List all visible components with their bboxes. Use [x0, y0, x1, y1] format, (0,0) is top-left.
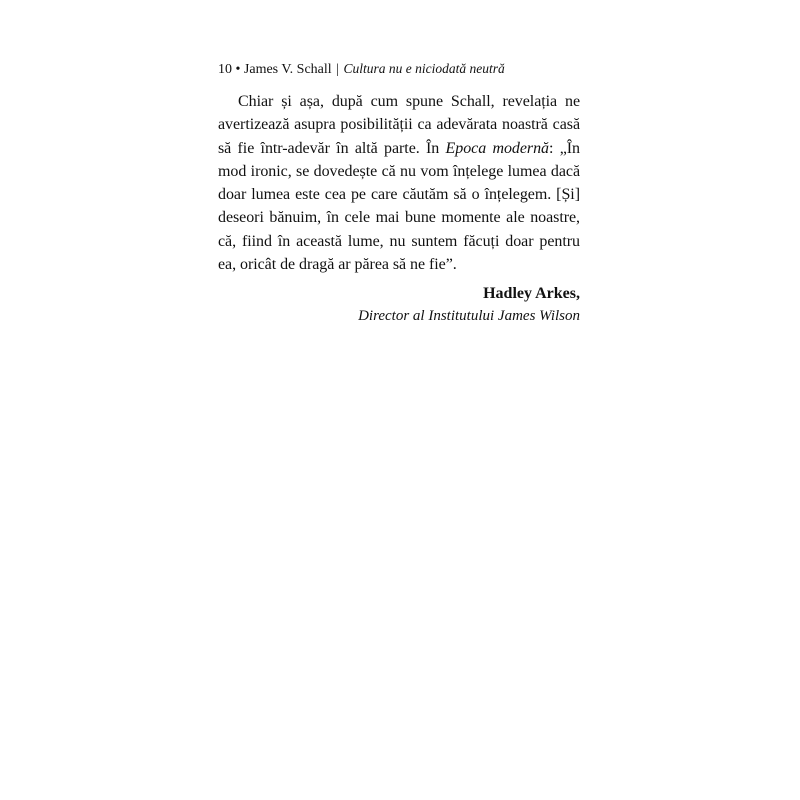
signature-role: Director al Institutului James Wilson [358, 308, 580, 324]
running-header [218, 61, 618, 78]
signature-block [220, 284, 580, 326]
header-bullet: • [235, 62, 241, 77]
page-number: 10 [218, 62, 232, 77]
body-text-part-1: Chiar și așa, după cum spune Schall, revelația ne avertizează asupra posibilității ca adevărata noastră casă să fie într-adevăr în altă parte. În [218, 93, 580, 157]
body-italic-title: Epoca modernă [445, 139, 550, 157]
header-book-title: Cultura nu e niciodată neutră [343, 61, 505, 76]
body-paragraph [218, 90, 580, 276]
signature-name: Hadley Arkes, [483, 285, 580, 302]
header-separator: | [336, 62, 339, 77]
header-author: James V. Schall [243, 62, 332, 77]
body-text-part-2: : „În mod ironic, se dovedește că nu vom înțelege lumea dacă doar lumea este cea pe care căutăm să o înțelegem. [Și] deseori bănuim, în cele mai bune momente ale noastre, că, fiind în această lume, nu suntem făcuți doar pentru ea, oricât de dragă ar părea să ne fie”. [218, 139, 580, 274]
